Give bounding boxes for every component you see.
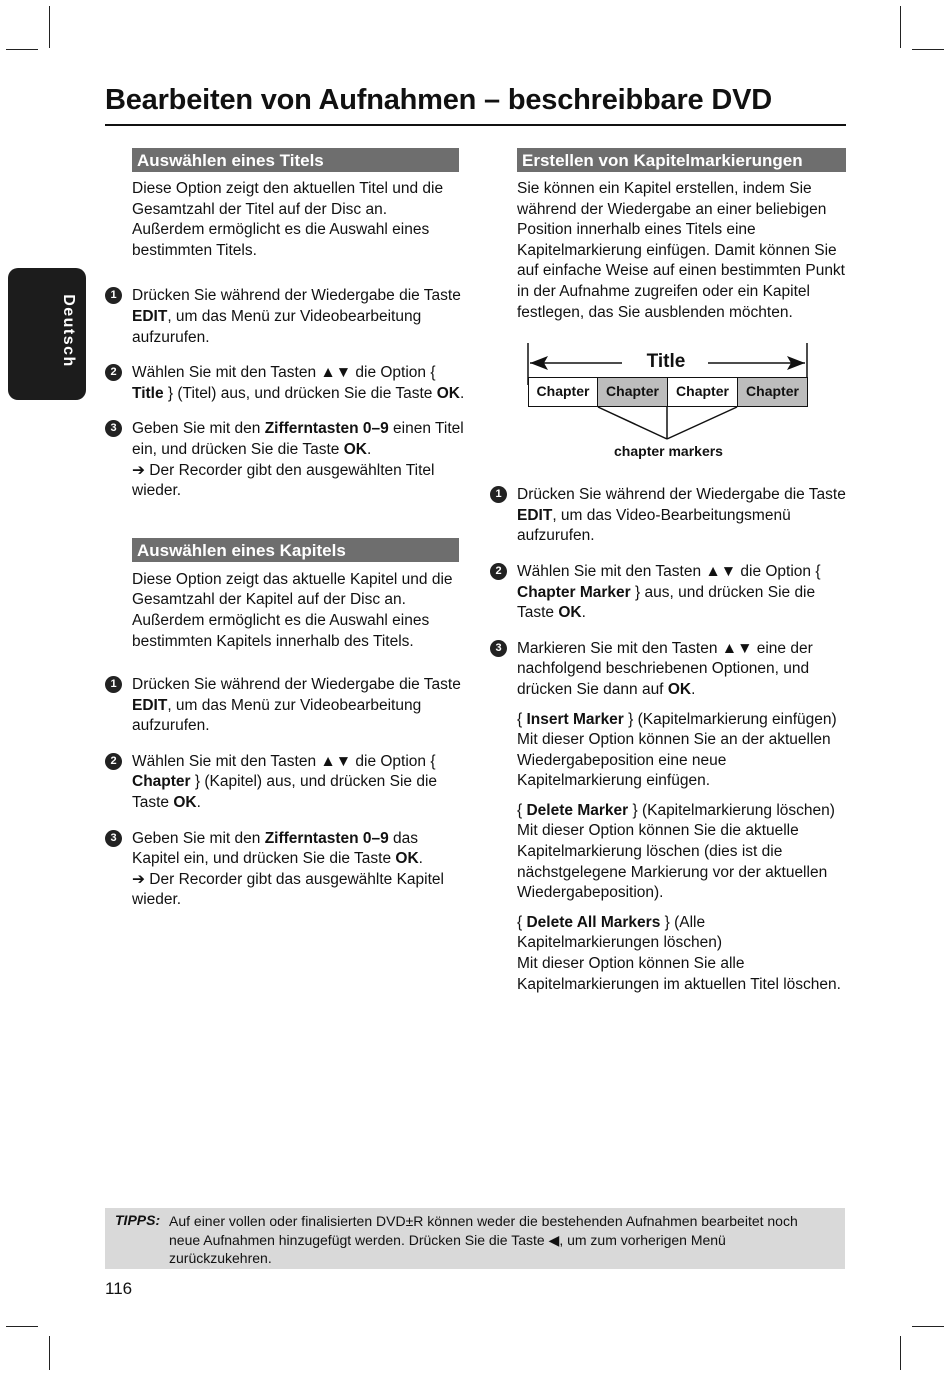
step-number: 2 bbox=[105, 753, 122, 770]
title-divider bbox=[105, 124, 846, 126]
section-heading: Auswählen eines Titels bbox=[132, 148, 459, 172]
section-intro: Sie können ein Kapitel erstellen, indem Sie während der Wiedergabe an einer beliebigen Position innerhalb eines Titels eine Kapitelmarkierung einfügen. Damit können Sie auf einfache Weise auf einen bestimmten Punkt in der Aufnahme zugreifen oder ein Kapitel festlegen, das Sie ausblenden möchten. bbox=[517, 180, 845, 321]
step-item bbox=[105, 829, 465, 911]
step-item bbox=[105, 286, 465, 348]
left-column bbox=[105, 148, 465, 911]
option-description: Mit dieser Option können Sie die aktuelle Kapitelmarkierung löschen (dies ist die nächstgelegene Markierung vor der aktuellen Wiedergabeposition). bbox=[517, 822, 828, 902]
crop-mark bbox=[912, 49, 944, 50]
crop-mark bbox=[6, 49, 38, 50]
crop-mark bbox=[900, 1336, 901, 1370]
page-title: Bearbeiten von Aufnahmen – beschreibbare DVD bbox=[105, 84, 772, 116]
option-item bbox=[517, 913, 846, 995]
step-result: ➔ Der Recorder gibt den ausgewählten Titel wieder. bbox=[132, 461, 435, 500]
step-item bbox=[105, 675, 465, 737]
chapter-markers-label: chapter markers bbox=[614, 443, 723, 460]
option-item bbox=[517, 710, 846, 792]
step-result: ➔ Der Recorder gibt das ausgewählte Kapitel wieder. bbox=[132, 870, 444, 909]
option-item bbox=[517, 801, 846, 904]
option-title: { Delete All Markers } (Alle Kapitelmarkierungen löschen) bbox=[517, 913, 723, 952]
section-heading: Auswählen eines Kapitels bbox=[132, 538, 459, 562]
tips-label: TIPPS: bbox=[115, 1212, 161, 1228]
step-text: Wählen Sie mit den Tasten ▲▼ die Option { Title } (Titel) aus, und drücken Sie die Taste OK. bbox=[132, 364, 465, 402]
step-item bbox=[105, 363, 465, 404]
step-number: 2 bbox=[490, 563, 507, 580]
option-description: Mit dieser Option können Sie an der aktuellen Wiedergabeposition eine neue Kapitelmarkierung einfügen. bbox=[517, 731, 831, 790]
step-text: Drücken Sie während der Wiedergabe die Taste EDIT, um das Video-Bearbeitungsmenü aufzurufen. bbox=[517, 486, 846, 545]
crop-mark bbox=[900, 6, 901, 48]
step-text: Drücken Sie während der Wiedergabe die Taste EDIT, um das Menü zur Videobearbeitung aufzurufen. bbox=[132, 287, 461, 346]
step-item bbox=[490, 562, 846, 624]
step-text: Wählen Sie mit den Tasten ▲▼ die Option { Chapter Marker } aus, und drücken Sie die Taste OK. bbox=[517, 562, 821, 622]
step-number: 3 bbox=[105, 420, 122, 437]
step-item bbox=[105, 419, 465, 501]
step-item bbox=[105, 752, 465, 814]
right-column bbox=[490, 148, 846, 995]
step-text: Markieren Sie mit den Tasten ▲▼ eine der nachfolgend beschriebenen Optionen, und drücken Sie dann auf OK. bbox=[517, 639, 813, 698]
option-title: { Delete Marker } (Kapitelmarkierung löschen) bbox=[517, 801, 835, 819]
step-item bbox=[490, 639, 846, 701]
tips-text: Auf einer vollen oder finalisierten DVD±R können weder die bestehenden Aufnahmen bearbeitet noch neue Aufnahmen hinzugefügt werden. Drücken Sie die Taste ◀, um zum vorherigen Menü zurückzukehren. bbox=[169, 1213, 798, 1266]
step-number: 1 bbox=[490, 486, 507, 503]
step-text: Wählen Sie mit den Tasten ▲▼ die Option { Chapter } (Kapitel) aus, und drücken Sie die Taste OK. bbox=[132, 752, 438, 812]
section-intro: Diese Option zeigt den aktuellen Titel und die Gesamtzahl der Titel auf der Disc an. Außerdem ermöglicht es die Auswahl eines bestimmten Titels. bbox=[132, 180, 444, 259]
step-number: 3 bbox=[105, 830, 122, 847]
step-text: Geben Sie mit den Zifferntasten 0–9 einen Titel ein, und drücken Sie die Taste OK. bbox=[132, 420, 464, 458]
step-number: 2 bbox=[105, 364, 122, 381]
tips-box bbox=[105, 1208, 845, 1269]
section-heading: Erstellen von Kapitelmarkierungen bbox=[517, 148, 846, 172]
option-title: { Insert Marker } (Kapitelmarkierung einfügen) bbox=[517, 710, 837, 728]
step-number: 1 bbox=[105, 287, 122, 304]
chapter-box: Chapter bbox=[738, 377, 808, 407]
crop-mark bbox=[49, 6, 50, 48]
section-intro: Diese Option zeigt das aktuelle Kapitel und die Gesamtzahl der Kapitel auf der Disc an. Außerdem ermöglicht es die Auswahl eines bestimmten Kapitels innerhalb des Titels. bbox=[132, 570, 453, 650]
step-item bbox=[490, 485, 846, 547]
diagram-title-label: Title bbox=[646, 351, 686, 373]
page-number: 116 bbox=[105, 1279, 133, 1298]
chapter-box: Chapter bbox=[528, 377, 598, 407]
option-description: Mit dieser Option können Sie alle Kapitelmarkierungen im aktuellen Titel löschen. bbox=[517, 955, 841, 993]
step-text: Drücken Sie während der Wiedergabe die Taste EDIT, um das Menü zur Videobearbeitung aufzurufen. bbox=[132, 676, 461, 735]
chapter-box: Chapter bbox=[598, 377, 668, 407]
chapter-diagram bbox=[526, 343, 811, 473]
step-number: 3 bbox=[490, 640, 507, 657]
step-text: Geben Sie mit den Zifferntasten 0–9 das Kapitel ein, und drücken Sie die Taste OK. bbox=[132, 829, 423, 868]
language-tab-label: Deutsch bbox=[60, 294, 77, 368]
crop-mark bbox=[49, 1336, 50, 1370]
crop-mark bbox=[6, 1326, 38, 1327]
crop-mark bbox=[912, 1326, 944, 1327]
step-number: 1 bbox=[105, 676, 122, 693]
chapter-box: Chapter bbox=[668, 377, 738, 407]
